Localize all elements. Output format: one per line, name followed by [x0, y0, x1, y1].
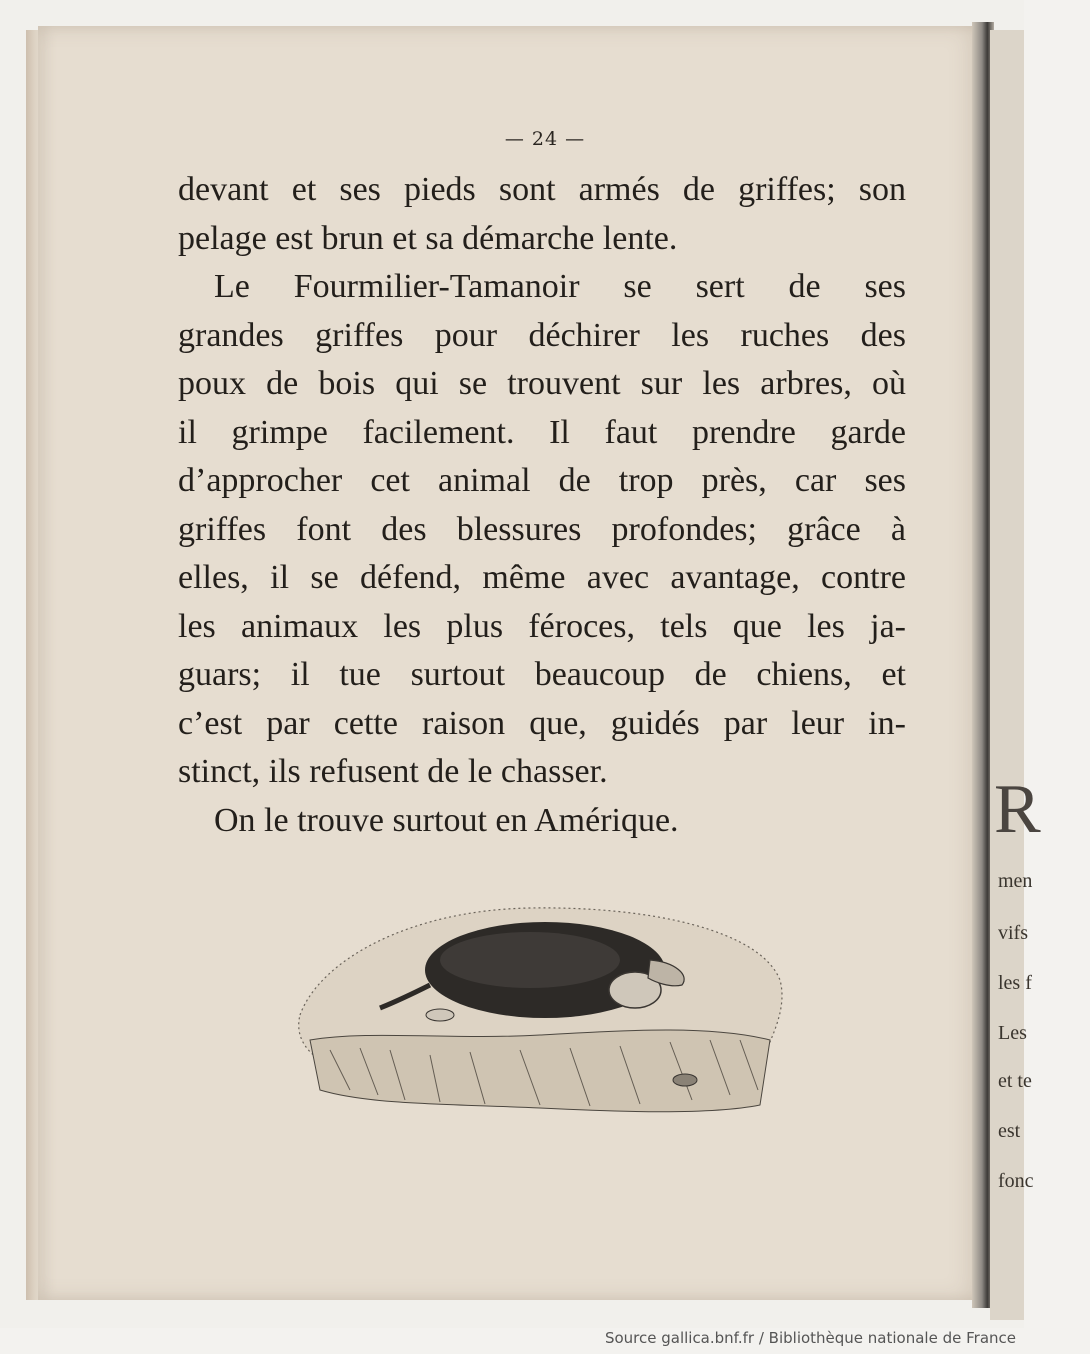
text-line: guars; il tue surtout beaucoup de chiens, et: [178, 656, 906, 693]
text-line: les animaux les plus féroces, tels que les ja-: [178, 607, 906, 645]
text-line: d’approcher cet animal de trop près, car ses: [178, 462, 906, 499]
text-line: stinct, ils refusent de le chasser.: [178, 753, 608, 790]
next-page-text: vifs: [998, 922, 1028, 944]
next-page-text: men: [998, 870, 1033, 892]
text-line: il grimpe facilement. Il faut prendre garde: [178, 413, 906, 451]
next-page-text: Les: [998, 1022, 1027, 1044]
next-page-fragment: [990, 30, 1041, 1320]
text-line: griffes font des blessures profondes; grâce à: [178, 510, 906, 548]
mole-engraving: [290, 890, 790, 1130]
text-line: elles, il se défend, même avec avantage, contre: [178, 559, 906, 596]
next-page-text: et te: [998, 1070, 1032, 1092]
next-page-text: est: [998, 1120, 1021, 1142]
text-line: devant et ses pieds sont armés de griffes; son: [178, 171, 906, 208]
ground-front: [310, 1030, 770, 1112]
text-line: grandes griffes pour déchirer les ruches des: [178, 316, 906, 354]
text-line: Le Fourmilier-Tamanoir se sert de ses: [214, 268, 906, 305]
text-line: c’est par cette raison que, guidés par leur in-: [178, 704, 906, 742]
next-page-dropcap: R: [994, 771, 1041, 848]
mole-foot: [426, 1009, 454, 1021]
next-page-text: fonc: [998, 1170, 1034, 1192]
source-credit: Source gallica.bnf.fr / Bibliothèque nationale de France: [604, 1329, 1016, 1347]
next-page-text: les f: [998, 972, 1032, 994]
page-body-text: [178, 166, 906, 845]
text-line: pelage est brun et sa démarche lente.: [178, 219, 678, 257]
text-line: On le trouve surtout en Amérique.: [214, 801, 679, 839]
text-line: poux de bois qui se trouvent sur les arbres, où: [178, 365, 906, 402]
page-number: — 24 —: [504, 128, 586, 150]
